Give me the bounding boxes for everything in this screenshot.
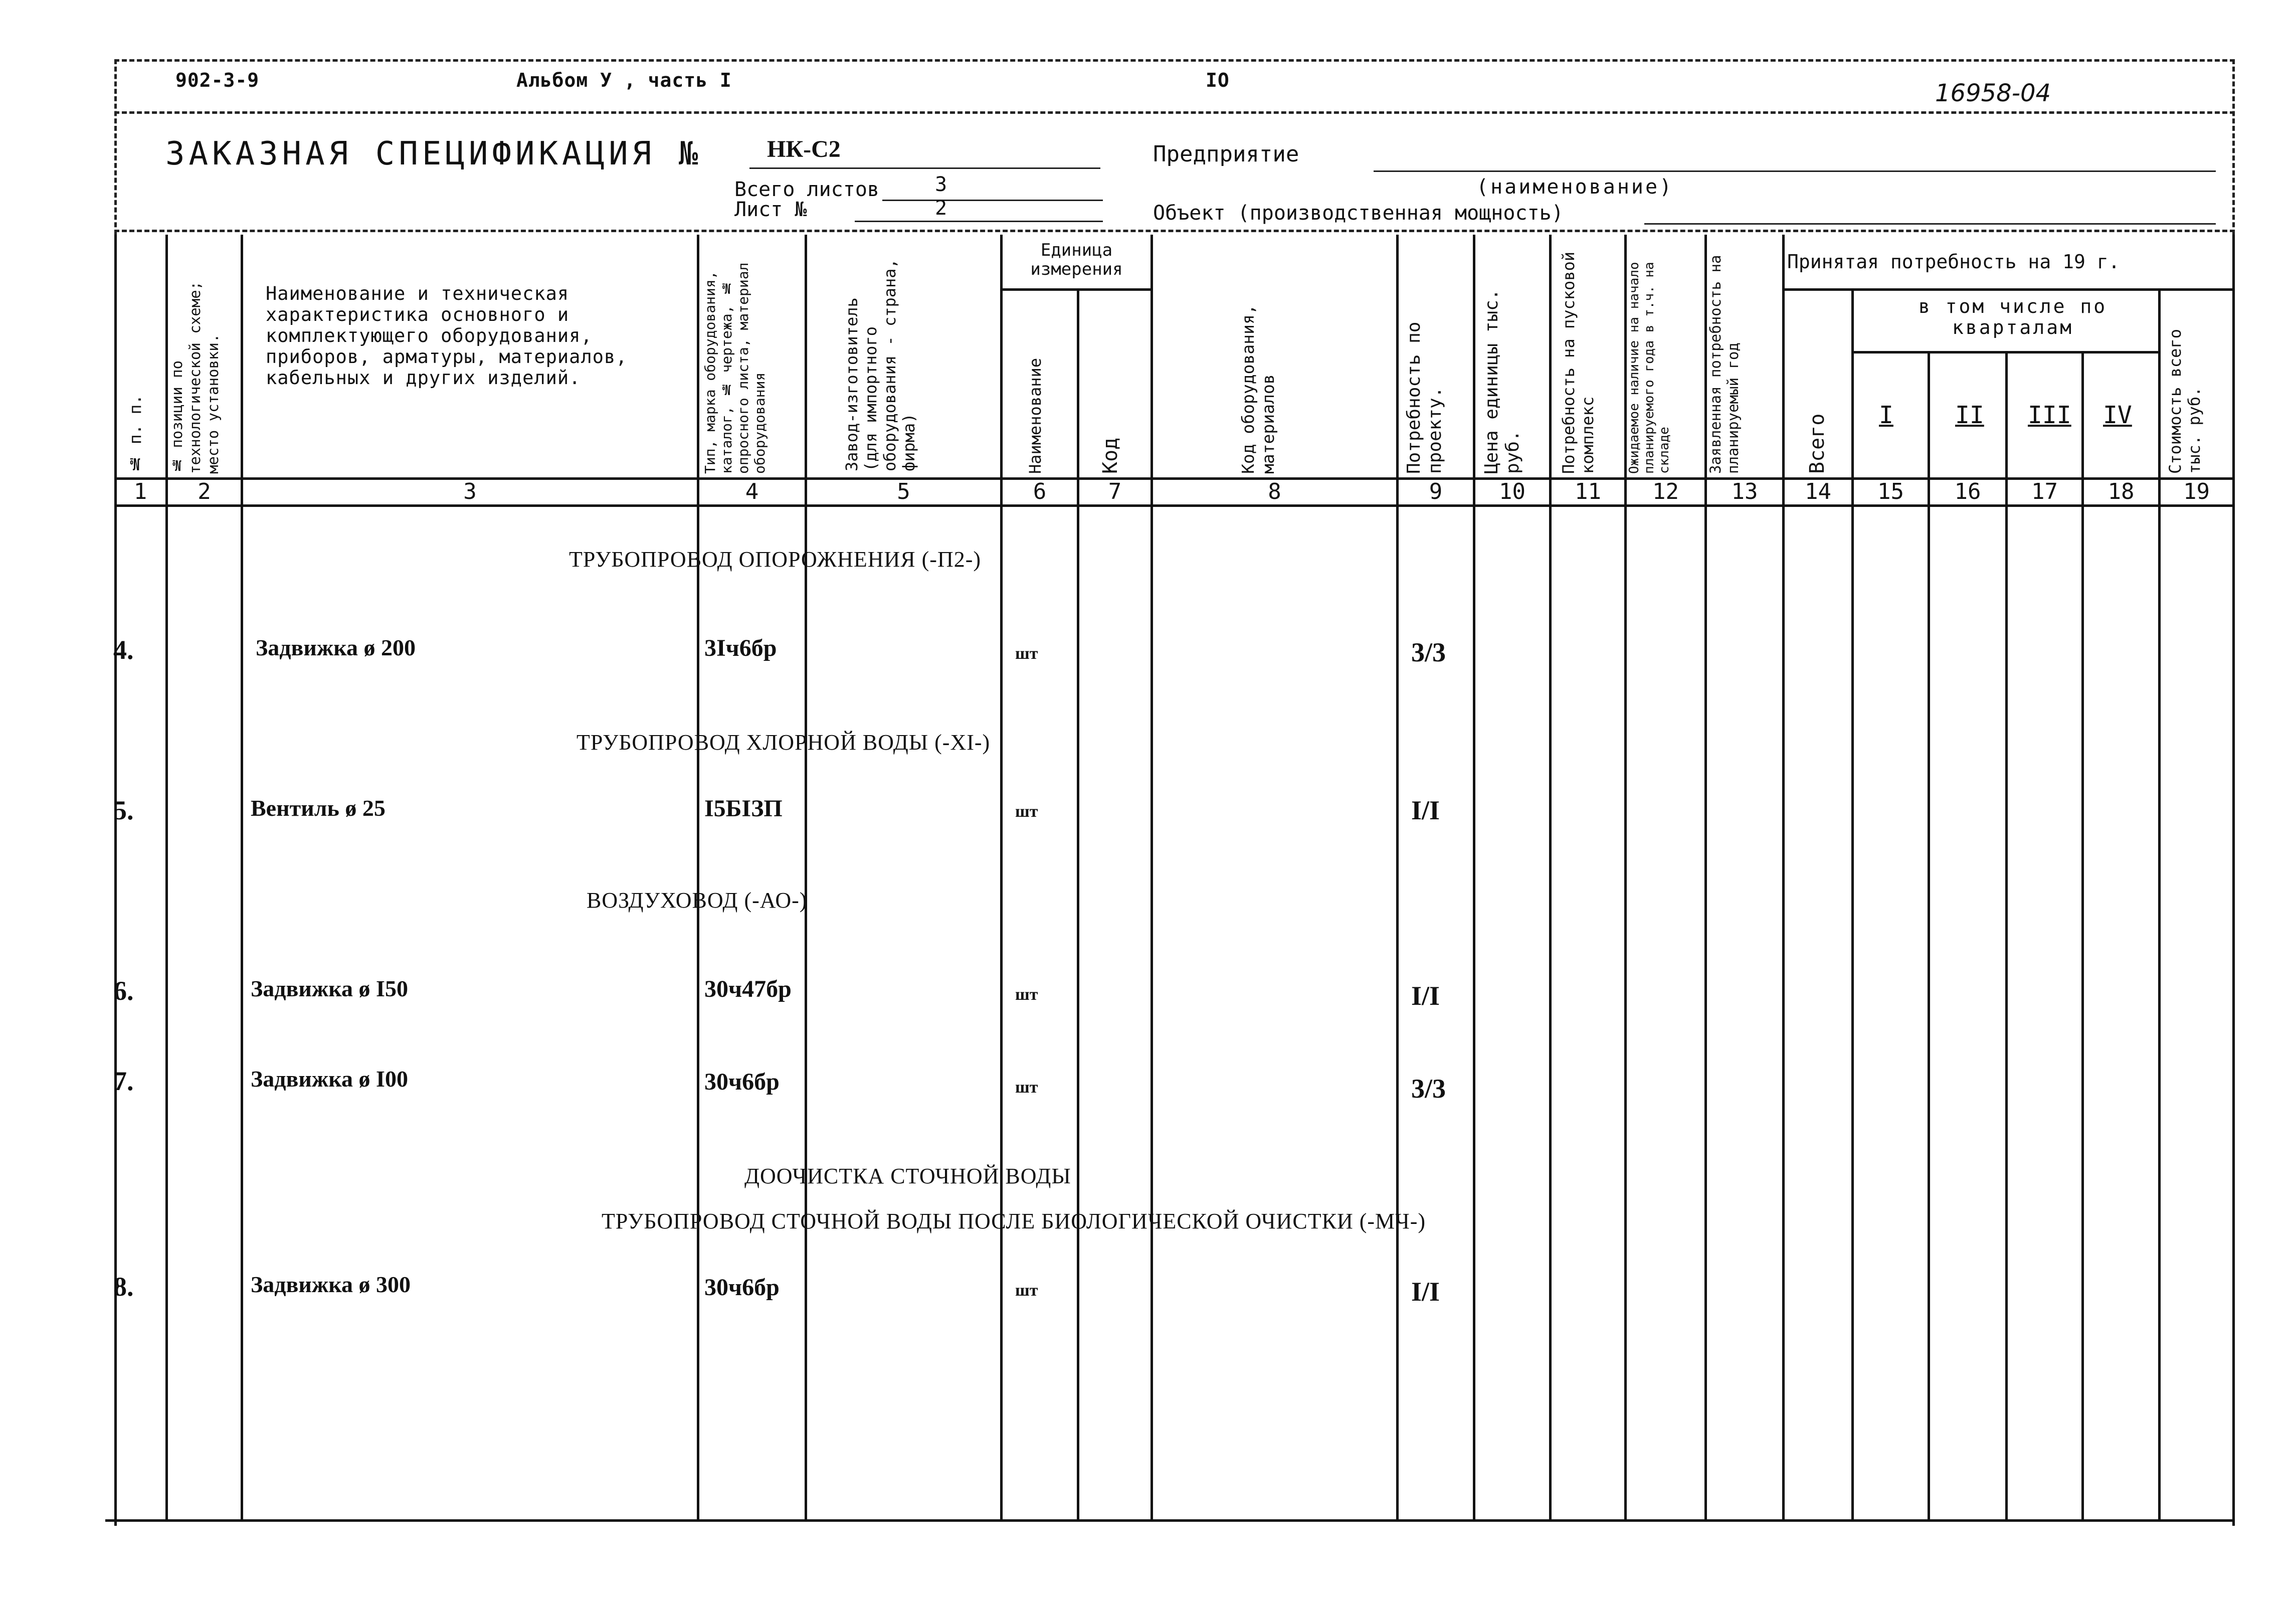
header-col2: № позиции по технологической схеме; место установки. [168, 281, 222, 474]
section-heading: ДООЧИСТКА СТОЧНОЙ ВОДЫ [744, 1164, 1071, 1188]
column-number: 6 [1033, 479, 1047, 504]
spec-number: НК-С2 [767, 136, 841, 162]
header-col16: II [1955, 401, 1984, 429]
col-sep [805, 235, 807, 1521]
table-left-border [114, 235, 117, 1526]
section-heading: ВОЗДУХОВОД (-АО-) [587, 888, 808, 913]
col-sep [1396, 235, 1399, 1521]
column-number: 17 [2031, 479, 2058, 504]
column-number: 11 [1575, 479, 1601, 504]
column-number: 9 [1429, 479, 1443, 504]
row-number: 7. [113, 1066, 134, 1096]
header-quarters-group: в том числе по кварталам [1918, 295, 2108, 338]
item-type: 30ч47бр [704, 976, 792, 1002]
column-number: 5 [897, 479, 910, 504]
quarters-group-line [1851, 351, 2158, 353]
header-col5: Завод-изготовитель (для импортного оборудования - страна, фирма) [842, 259, 918, 471]
col-sep [241, 235, 243, 1521]
enterprise-label: Предприятие [1153, 141, 1299, 167]
col-sep [1782, 235, 1785, 1521]
item-qty: I/I [1411, 981, 1440, 1011]
column-number: 12 [1652, 479, 1679, 504]
column-number: 1 [133, 479, 147, 504]
album-label: Альбом У , часть I [516, 69, 732, 91]
item-qty: I/I [1411, 1277, 1440, 1307]
column-numbers-line [114, 504, 2235, 507]
header-col18: IV [2103, 401, 2132, 429]
row-number: 6. [113, 976, 134, 1006]
item-unit: шт [1015, 1281, 1038, 1300]
frame-right-dashed [2232, 59, 2235, 235]
item-type: 3Iч6бр [704, 635, 777, 661]
doc-number: 16958-04 [1935, 79, 2051, 107]
spec-number-line [749, 167, 1100, 169]
table-right-border [2232, 235, 2235, 1526]
item-type: I5БIЗП [704, 795, 783, 822]
column-number: 3 [463, 479, 477, 504]
sheets-total-label: Всего листов [734, 178, 879, 201]
column-number: 15 [1877, 479, 1904, 504]
enterprise-caption: (наименование) [1476, 175, 1674, 199]
column-number: 10 [1499, 479, 1525, 504]
accepted-group-line [1782, 288, 2232, 291]
item-unit: шт [1015, 985, 1038, 1004]
column-number: 13 [1731, 479, 1758, 504]
header-col17: III [2028, 401, 2071, 429]
item-qty: I/I [1411, 795, 1440, 825]
col-sep [697, 235, 699, 1521]
sheet-number: 2 [935, 197, 947, 220]
sheet-label: Лист № [734, 198, 807, 221]
column-number: 8 [1268, 479, 1281, 504]
column-number: 14 [1805, 479, 1831, 504]
enterprise-line [1374, 170, 2216, 172]
item-qty: 3/3 [1411, 1074, 1446, 1104]
row-number: 5. [113, 795, 134, 825]
header-col7: Код [1099, 437, 1122, 474]
col-sep [2081, 351, 2084, 1521]
header-col15: I [1879, 401, 1893, 429]
frame-title-divider [114, 230, 2235, 232]
header-col13: Заявленная потребность на планируемый год [1707, 255, 1742, 474]
header-col14: Всего [1806, 413, 1829, 474]
col-sep [1473, 235, 1475, 1521]
item-type: 30ч6бр [704, 1274, 780, 1301]
item-unit: шт [1015, 802, 1038, 821]
frame-top-line [114, 59, 2235, 62]
col-sep [1077, 288, 1079, 1521]
col-sep [1000, 235, 1003, 1521]
header-col3: Наименование и техническая характеристика основного и комплектующего оборудования, приборов, арматуры, материалов, кабельных и других изделий. [266, 283, 628, 389]
page-number: IO [1206, 69, 1230, 91]
item-name: Вентиль ø 25 [251, 795, 386, 821]
row-number: 4. [113, 635, 134, 665]
column-number: 18 [2108, 479, 2135, 504]
column-number: 16 [1954, 479, 1981, 504]
item-name: Задвижка ø I50 [251, 976, 408, 1001]
doc-code: 902-3-9 [175, 69, 260, 91]
column-number: 19 [2183, 479, 2210, 504]
col-sep [1549, 235, 1552, 1521]
sheets-total-line [882, 200, 1103, 201]
item-name: Задвижка ø I00 [251, 1066, 408, 1092]
col-sep [2005, 351, 2008, 1521]
col-sep [1151, 235, 1153, 1521]
header-col11: Потребность на пусковой комплекс [1559, 251, 1597, 474]
header-col8: Код оборудования, материалов [1238, 304, 1278, 474]
row-number: 8. [113, 1272, 134, 1302]
col-sep [2158, 288, 2161, 1521]
header-col9: Потребность по проекту. [1404, 321, 1445, 474]
col-sep [1928, 351, 1930, 1521]
header-col6-7-group: Единица измерения [1030, 240, 1123, 279]
item-name: Задвижка ø 300 [251, 1272, 411, 1297]
header-col4: Тип, марка оборудования, каталог, № чертежа, № опросного листа, материал оборудования [702, 262, 768, 474]
object-line [1644, 223, 2216, 225]
sheet-number-line [855, 221, 1103, 222]
column-number: 7 [1108, 479, 1122, 504]
item-name: Задвижка ø 200 [256, 635, 416, 660]
section-heading: ТРУБОПРОВОД СТОЧНОЙ ВОДЫ ПОСЛЕ БИОЛОГИЧЕСКОЙ ОЧИСТКИ (-МЧ-) [602, 1209, 1426, 1233]
header-col12: Ожидаемое наличие на начало планируемого года в т.ч. на складе [1627, 262, 1672, 474]
col-sep [1851, 288, 1854, 1521]
header-col1: № п. п. [125, 394, 145, 474]
frame-left-dashed [114, 59, 117, 235]
section-heading: ТРУБОПРОВОД ХЛОРНОЙ ВОДЫ (-ХI-) [577, 730, 991, 755]
item-type: 30ч6бр [704, 1069, 780, 1095]
item-qty: 3/3 [1411, 637, 1446, 667]
unit-group-line [1000, 288, 1151, 291]
column-number: 4 [745, 479, 759, 504]
header-col6: Наименование [1026, 358, 1045, 474]
item-unit: шт [1015, 644, 1038, 663]
item-unit: шт [1015, 1078, 1038, 1097]
header-col19: Стоимость всего тыс. руб. [2166, 329, 2204, 474]
spec-title: ЗАКАЗНАЯ СПЕЦИФИКАЦИЯ № [165, 135, 702, 172]
table-bottom-line [105, 1519, 2235, 1522]
header-col10: Цена единицы тыс. руб. [1481, 289, 1523, 474]
object-label: Объект (производственная мощность) [1153, 202, 1564, 225]
section-heading: ТРУБОПРОВОД ОПОРОЖНЕНИЯ (-П2-) [569, 547, 982, 572]
frame-top-divider [114, 111, 2235, 114]
column-number: 2 [198, 479, 211, 504]
sheets-total: 3 [935, 173, 947, 196]
header-col14-19-group: Принятая потребность на 19 г. [1787, 251, 2120, 273]
